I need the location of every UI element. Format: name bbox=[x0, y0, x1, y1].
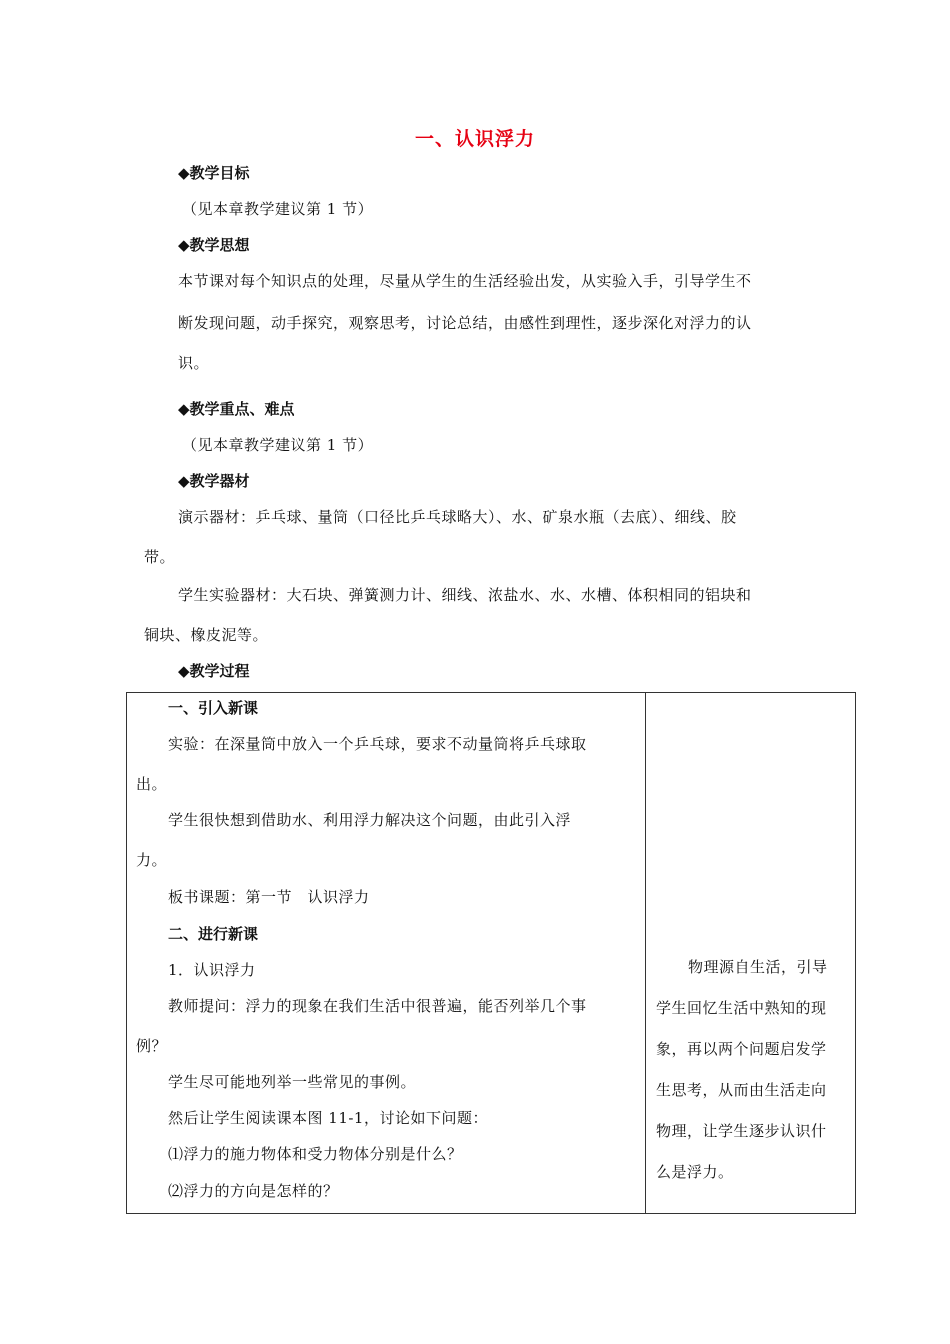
note-line-1: 物理源自生活，引导 bbox=[688, 958, 828, 976]
intro-p2-line-1: 学生很快想到借助水、利用浮力解决这个问题，由此引入浮 bbox=[168, 811, 572, 829]
table-column-divider bbox=[645, 692, 646, 1214]
question-line-1: 教师提问：浮力的现象在我们生活中很普遍，能否列举几个事 bbox=[168, 997, 587, 1015]
demo-line-1: 演示器材：乒乓球、量筒（口径比乒乓球略大）、水、矿泉水瓶（去底）、细线、胶 bbox=[178, 508, 737, 526]
heading-equipment: ◆教学器材 bbox=[178, 472, 250, 490]
page-title: 一、认识浮力 bbox=[414, 128, 535, 150]
note-line-4: 生思考，从而由生活走向 bbox=[656, 1081, 827, 1099]
intro-p2-line-2: 力。 bbox=[136, 851, 168, 869]
keypoints-text: （见本章教学建议第 1 节） bbox=[182, 436, 374, 454]
question-line-2: 例？ bbox=[136, 1037, 168, 1055]
intro-p1-line-2: 出。 bbox=[136, 775, 168, 793]
discussion-question-1: ⑴浮力的施力物体和受力物体分别是什么？ bbox=[168, 1145, 463, 1163]
students-list-examples: 学生尽可能地列举一些常见的事例。 bbox=[168, 1073, 417, 1091]
discussion-question-2: ⑵浮力的方向是怎样的？ bbox=[168, 1182, 339, 1200]
heading-process: ◆教学过程 bbox=[178, 662, 250, 680]
intro-p1-line-1: 实验：在深量筒中放入一个乒乓球，要求不动量筒将乒乓球取 bbox=[168, 735, 587, 753]
table-heading-intro: 一、引入新课 bbox=[168, 699, 259, 717]
sub-heading-1: 1．认识浮力 bbox=[168, 961, 256, 979]
table-heading-new-lesson: 二、进行新课 bbox=[168, 925, 259, 943]
heading-thought: ◆教学思想 bbox=[178, 236, 250, 254]
thought-line-3: 识。 bbox=[178, 354, 210, 372]
intro-p3: 板书课题：第一节 认识浮力 bbox=[168, 888, 370, 906]
student-equipment-line-2: 铜块、橡皮泥等。 bbox=[144, 626, 269, 644]
thought-line-2: 断发现问题，动手探究，观察思考，讨论总结，由感性到理性，逐步深化对浮力的认 bbox=[178, 314, 752, 332]
heading-keypoints: ◆教学重点、难点 bbox=[178, 400, 295, 418]
note-line-6: 么是浮力。 bbox=[656, 1163, 734, 1181]
goals-text: （见本章教学建议第 1 节） bbox=[182, 200, 374, 218]
note-line-2: 学生回忆生活中熟知的现 bbox=[656, 999, 827, 1017]
read-textbook-line: 然后让学生阅读课本图 11-1，讨论如下问题： bbox=[168, 1109, 488, 1127]
note-line-3: 象，再以两个问题启发学 bbox=[656, 1040, 827, 1058]
note-line-5: 物理，让学生逐步认识什 bbox=[656, 1122, 827, 1140]
student-equipment-line-1: 学生实验器材：大石块、弹簧测力计、细线、浓盐水、水、水槽、体积相同的铝块和 bbox=[178, 586, 752, 604]
thought-line-1: 本节课对每个知识点的处理，尽量从学生的生活经验出发，从实验入手，引导学生不 bbox=[178, 272, 752, 290]
demo-line-2: 带。 bbox=[144, 548, 176, 566]
heading-goals: ◆教学目标 bbox=[178, 164, 250, 182]
